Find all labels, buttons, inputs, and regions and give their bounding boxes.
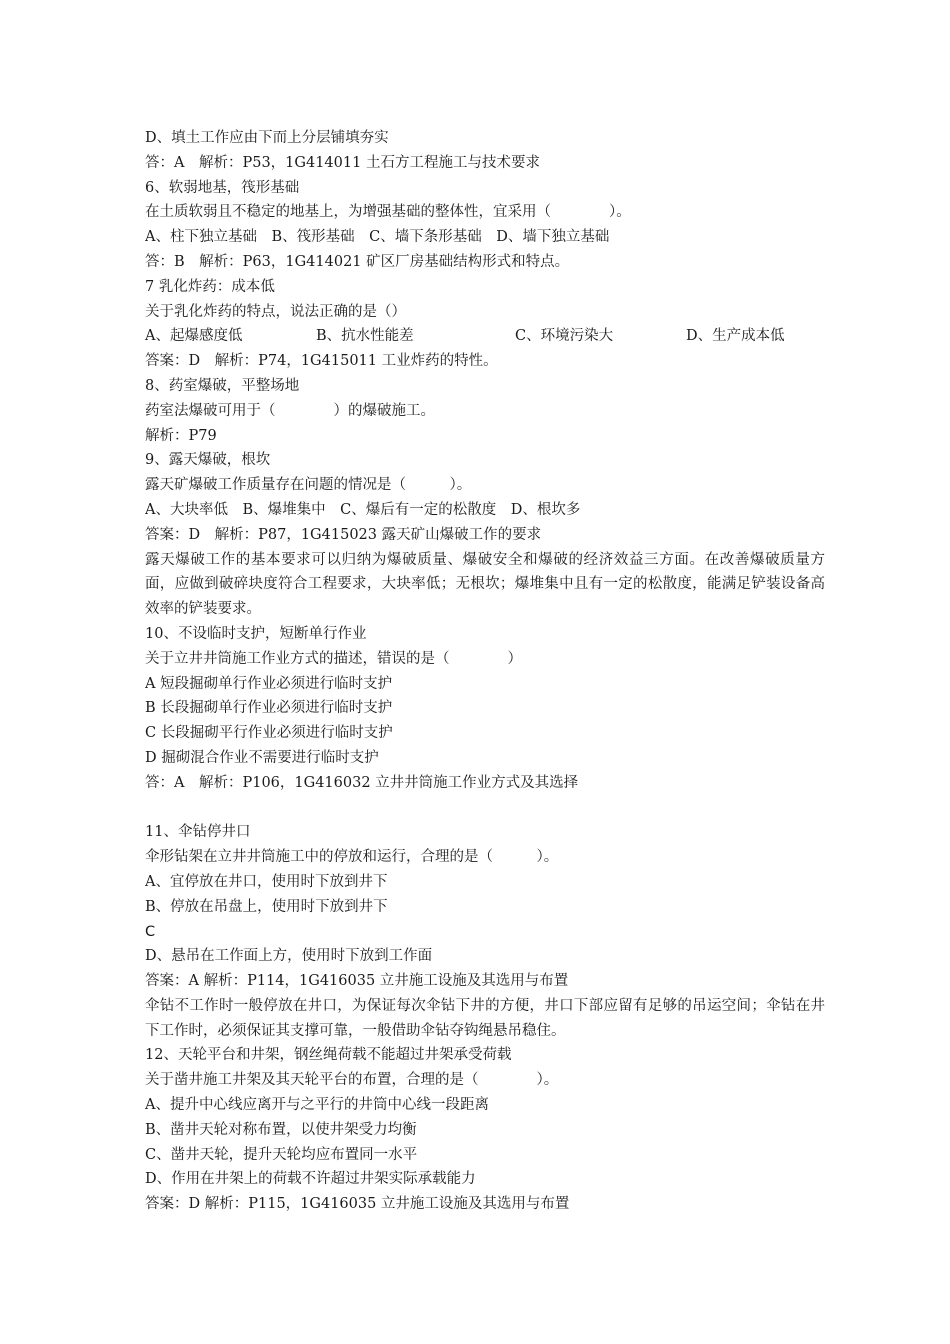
question-heading: 12、天轮平台和井架，钢丝绳荷载不能超过井架承受荷载 xyxy=(145,1047,512,1064)
question-text: 在土质软弱且不稳定的地基上，为增强基础的整体性，宜采用（ ）。 xyxy=(145,204,631,221)
option-line: C 长段掘砌平行作业必须进行临时支护 xyxy=(145,725,393,742)
answer-line: 答案：A 解析：P114，1G416035 立井施工设施及其选用与布置 xyxy=(145,973,569,990)
answer-line: 解析：P79 xyxy=(145,427,217,444)
option-line: C、凿井天轮，提升天轮均应布置同一水平 xyxy=(145,1146,418,1163)
question-text: 关于乳化炸药的特点，说法正确的是（） xyxy=(145,303,406,320)
option-line: D、作用在井架上的荷载不许超过井架实际承载能力 xyxy=(145,1171,476,1188)
option-a: A、起爆感度低 xyxy=(145,328,243,345)
question-heading: 9、露天爆破，根坎 xyxy=(145,452,271,469)
question-text: 关于立井井筒施工作业方式的描述，错误的是（ ） xyxy=(145,650,522,667)
explanation-paragraph: 露天爆破工作的基本要求可以归纳为爆破质量、爆破安全和爆破的经济效益三方面。在改善爆破质量方面，应做到破碎块度符合工程要求，大块率低；无根坎；爆堆集中且有一定的松散度，能满足铲装设备高效率的铲装要求。 xyxy=(145,551,825,618)
question-text: 伞形钻架在立井井筒施工中的停放和运行，合理的是（ ）。 xyxy=(145,849,559,866)
answer-line: 答：A 解析：P106，1G416032 立井井筒施工作业方式及其选择 xyxy=(145,774,579,791)
option-line: A、提升中心线应离开与之平行的井筒中心线一段距离 xyxy=(145,1097,489,1114)
answer-line: 答：B 解析：P63，1G414021 矿区厂房基础结构形式和特点。 xyxy=(145,253,570,270)
option-b: B、抗水性能差 xyxy=(316,328,414,345)
option-line: A、柱下独立基础 B、筏形基础 C、墙下条形基础 D、墙下独立基础 xyxy=(145,229,610,246)
option-line: B 长段掘砌单行作业必须进行临时支护 xyxy=(145,700,393,717)
option-row xyxy=(145,324,825,349)
option-d: D、生产成本低 xyxy=(686,328,785,345)
option-line: A、大块率低 B、爆堆集中 C、爆后有一定的松散度 D、根坎多 xyxy=(145,501,581,518)
option-line: A 短段掘砌单行作业必须进行临时支护 xyxy=(145,675,393,692)
option-line: B、停放在吊盘上，使用时下放到井下 xyxy=(145,898,388,915)
document-page xyxy=(145,126,825,1217)
question-heading: 6、软弱地基，筏形基础 xyxy=(145,179,300,196)
option-line: C xyxy=(145,923,156,940)
option-line: B、凿井天轮对称布置，以使井架受力均衡 xyxy=(145,1121,417,1138)
question-heading: 11、伞钻停井口 xyxy=(145,824,251,841)
question-heading: 7 乳化炸药：成本低 xyxy=(145,278,275,295)
option-c: C、环境污染大 xyxy=(515,328,614,345)
option-line: D、填土工作应由下而上分层铺填夯实 xyxy=(145,130,389,146)
option-line: D 掘砌混合作业不需要进行临时支护 xyxy=(145,749,379,766)
answer-line: 答案：D 解析：P115，1G416035 立井施工设施及其选用与布置 xyxy=(145,1196,570,1213)
question-heading: 10、不设临时支护，短断单行作业 xyxy=(145,625,367,642)
blank-line xyxy=(145,796,825,821)
question-text: 关于凿井施工井架及其天轮平台的布置，合理的是（ ）。 xyxy=(145,1072,559,1089)
question-text: 药室法爆破可用于（ ）的爆破施工。 xyxy=(145,402,435,419)
explanation-paragraph: 伞钻不工作时一般停放在井口，为保证每次伞钻下井的方便，井口下部应留有足够的吊运空间；伞钻在井下工作时，必须保证其支撑可靠，一般借助伞钻夺钩绳悬吊稳住。 xyxy=(145,997,825,1039)
option-line: A、宜停放在井口，使用时下放到井下 xyxy=(145,873,388,890)
answer-line: 答案：D 解析：P74，1G415011 工业炸药的特性。 xyxy=(145,353,498,370)
answer-line: 答：A 解析：P53，1G414011 土石方工程施工与技术要求 xyxy=(145,154,540,171)
question-text: 露天矿爆破工作质量存在问题的情况是（ ）。 xyxy=(145,477,472,494)
question-heading: 8、药室爆破，平整场地 xyxy=(145,377,300,394)
answer-line: 答案：D 解析：P87，1G415023 露天矿山爆破工作的要求 xyxy=(145,526,542,543)
option-line: D、悬吊在工作面上方，使用时下放到工作面 xyxy=(145,948,433,965)
